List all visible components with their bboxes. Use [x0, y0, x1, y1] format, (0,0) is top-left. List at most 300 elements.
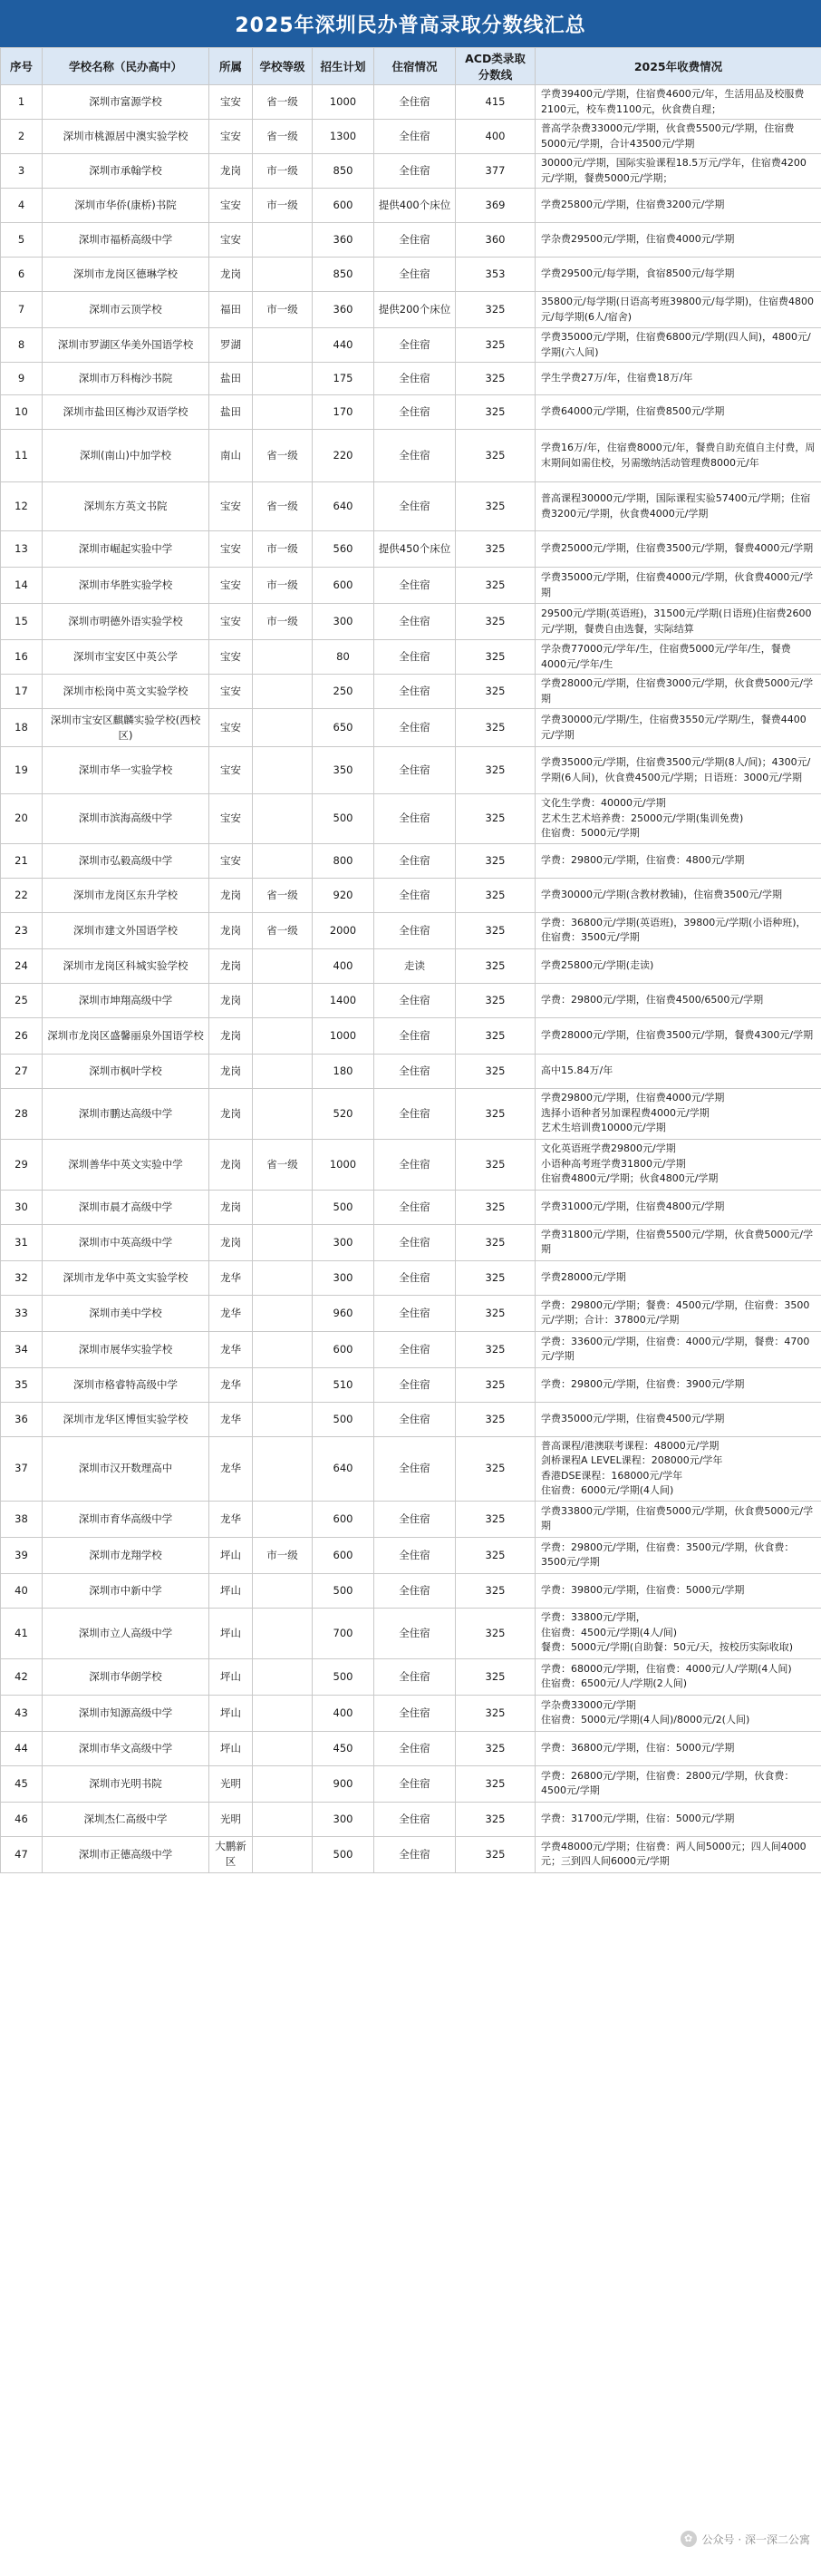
cell-fee: 学费64000元/学期，住宿费8500元/学期 [536, 395, 821, 430]
cell-score: 325 [456, 604, 536, 640]
cell-name: 深圳市光明书院 [43, 1765, 209, 1802]
cell-name: 深圳市枫叶学校 [43, 1054, 209, 1088]
header-score: ACD类录取分数线 [456, 48, 536, 85]
cell-plan: 440 [313, 328, 374, 363]
cell-plan: 1300 [313, 120, 374, 154]
cell-fee: 学费：29800元/学期，住宿费：3500元/学期，伙食费：3500元/学期 [536, 1537, 821, 1573]
cell-dorm: 提供400个床位 [374, 189, 456, 223]
table-row [1, 1608, 821, 1658]
cell-name: 深圳市龙岗区科城实验学校 [43, 948, 209, 983]
cell-level: 市一级 [253, 604, 313, 640]
cell-plan: 400 [313, 948, 374, 983]
cell-name: 深圳市龙翔学校 [43, 1537, 209, 1573]
cell-no: 11 [1, 430, 43, 482]
cell-name: 深圳市富源学校 [43, 85, 209, 120]
cell-dorm: 全住宿 [374, 1139, 456, 1190]
cell-dorm: 全住宿 [374, 1658, 456, 1695]
cell-score: 369 [456, 189, 536, 223]
cell-area: 坪山 [209, 1695, 253, 1731]
cell-no: 35 [1, 1367, 43, 1402]
cell-plan: 640 [313, 1436, 374, 1501]
cell-fee: 学费：29800元/学期，住宿费：3900元/学期 [536, 1367, 821, 1402]
table-row [1, 1436, 821, 1501]
cell-fee: 学费：29800元/学期，住宿费4500/6500元/学期 [536, 983, 821, 1017]
cell-fee: 学费39400元/学期，住宿费4600元/年，生活用品及校服费2100元，校车费1100元，伙食费自理； [536, 85, 821, 120]
cell-no: 10 [1, 395, 43, 430]
table-row [1, 1836, 821, 1872]
watermark [681, 2531, 810, 2547]
cell-score: 325 [456, 1501, 536, 1537]
cell-area: 龙岗 [209, 912, 253, 948]
table-row [1, 482, 821, 531]
cell-fee: 学费：68000元/学期，住宿费：4000元/人/学期(4人间) 住宿费：6500元/人/学期(2人间) [536, 1658, 821, 1695]
cell-level: 市一级 [253, 189, 313, 223]
cell-score: 325 [456, 1054, 536, 1088]
cell-plan: 850 [313, 258, 374, 292]
cell-score: 325 [456, 1658, 536, 1695]
cell-name: 深圳市知源高级中学 [43, 1695, 209, 1731]
cell-plan: 500 [313, 1573, 374, 1608]
cell-dorm: 全住宿 [374, 1054, 456, 1088]
table-row [1, 747, 821, 794]
cell-dorm: 全住宿 [374, 430, 456, 482]
cell-area: 南山 [209, 430, 253, 482]
cell-area: 盐田 [209, 363, 253, 395]
cell-name: 深圳市滨海高级中学 [43, 794, 209, 844]
cell-score: 325 [456, 430, 536, 482]
cell-level [253, 1190, 313, 1224]
cell-score: 325 [456, 1260, 536, 1295]
cell-no: 21 [1, 843, 43, 878]
cell-level [253, 843, 313, 878]
table-row [1, 709, 821, 747]
cell-area: 光明 [209, 1802, 253, 1836]
cell-level: 省一级 [253, 912, 313, 948]
cell-score: 325 [456, 1367, 536, 1402]
cell-dorm: 全住宿 [374, 747, 456, 794]
cell-no: 43 [1, 1695, 43, 1731]
cell-fee: 普高课程/港澳联考课程：48000元/学期 剑桥课程A LEVEL课程：208000元/学年 香港DSE课程：168000元/学年 住宿费：6000元/学期(4人间) [536, 1436, 821, 1501]
cell-dorm: 全住宿 [374, 154, 456, 189]
cell-fee: 学杂费29500元/学期，住宿费4000元/学期 [536, 223, 821, 258]
cell-level [253, 1836, 313, 1872]
cell-dorm: 全住宿 [374, 604, 456, 640]
cell-name: 深圳善华中英文实验中学 [43, 1139, 209, 1190]
cell-score: 325 [456, 363, 536, 395]
cell-level: 省一级 [253, 482, 313, 531]
table-row [1, 223, 821, 258]
cell-plan: 560 [313, 531, 374, 568]
cell-no: 32 [1, 1260, 43, 1295]
cell-dorm: 全住宿 [374, 912, 456, 948]
cell-area: 宝安 [209, 531, 253, 568]
cell-dorm: 走读 [374, 948, 456, 983]
cell-level [253, 1367, 313, 1402]
cell-score: 325 [456, 948, 536, 983]
cell-name: 深圳市华文高级中学 [43, 1731, 209, 1765]
cell-name: 深圳市晨才高级中学 [43, 1190, 209, 1224]
cell-plan: 600 [313, 1331, 374, 1367]
table-row [1, 675, 821, 709]
cell-level [253, 1573, 313, 1608]
cell-level [253, 1054, 313, 1088]
cell-fee: 学费28000元/学期，住宿费3000元/学期，伙食费5000元/学期 [536, 675, 821, 709]
cell-area: 龙岗 [209, 1054, 253, 1088]
cell-plan: 510 [313, 1367, 374, 1402]
cell-dorm: 全住宿 [374, 1402, 456, 1436]
table-row [1, 395, 821, 430]
cell-level: 市一级 [253, 531, 313, 568]
cell-name: 深圳杰仁高级中学 [43, 1802, 209, 1836]
cell-score: 325 [456, 1139, 536, 1190]
cell-no: 41 [1, 1608, 43, 1658]
cell-area: 龙华 [209, 1367, 253, 1402]
cell-fee: 学费25800元/学期(走读) [536, 948, 821, 983]
cell-name: 深圳市正德高级中学 [43, 1836, 209, 1872]
cell-name: 深圳市中新中学 [43, 1573, 209, 1608]
cell-no: 14 [1, 568, 43, 604]
cell-dorm: 全住宿 [374, 1295, 456, 1331]
cell-score: 325 [456, 983, 536, 1017]
cell-no: 5 [1, 223, 43, 258]
cell-no: 45 [1, 1765, 43, 1802]
cell-area: 坪山 [209, 1573, 253, 1608]
cell-dorm: 全住宿 [374, 395, 456, 430]
table-row [1, 794, 821, 844]
cell-no: 7 [1, 292, 43, 328]
table-header-row [1, 48, 821, 85]
cell-name: 深圳市龙岗区东升学校 [43, 878, 209, 912]
cell-fee: 文化生学费：40000元/学期 艺术生艺术培养费：25000元/学期(集训免费) 住宿费：5000元/学期 [536, 794, 821, 844]
header-level: 学校等级 [253, 48, 313, 85]
cell-fee: 学费：26800元/学期，住宿费：2800元/学期，伙食费：4500元/学期 [536, 1765, 821, 1802]
cell-fee: 学费：39800元/学期，住宿费：5000元/学期 [536, 1573, 821, 1608]
table-row [1, 1260, 821, 1295]
header-school: 学校名称（民办高中） [43, 48, 209, 85]
cell-area: 宝安 [209, 120, 253, 154]
cell-area: 宝安 [209, 223, 253, 258]
cell-score: 400 [456, 120, 536, 154]
cell-level [253, 1765, 313, 1802]
cell-name: 深圳市鹏达高级中学 [43, 1088, 209, 1139]
cell-fee: 学生学费27万/年，住宿费18万/年 [536, 363, 821, 395]
cell-level [253, 1402, 313, 1436]
score-table [0, 47, 821, 1873]
cell-dorm: 全住宿 [374, 223, 456, 258]
cell-fee: 30000元/学期，国际实验课程18.5万元/学年，住宿费4200元/学期，餐费5000元/学期； [536, 154, 821, 189]
cell-name: 深圳市建文外国语学校 [43, 912, 209, 948]
cell-score: 325 [456, 1537, 536, 1573]
cell-fee: 普高学杂费33000元/学期，伙食费5500元/学期，住宿费5000元/学期，合计43500元/学期 [536, 120, 821, 154]
cell-fee: 高中15.84万/年 [536, 1054, 821, 1088]
cell-no: 47 [1, 1836, 43, 1872]
cell-level: 市一级 [253, 154, 313, 189]
cell-no: 13 [1, 531, 43, 568]
cell-no: 34 [1, 1331, 43, 1367]
cell-no: 22 [1, 878, 43, 912]
cell-fee: 学费31800元/学期，住宿费5500元/学期，伙食费5000元/学期 [536, 1224, 821, 1260]
cell-fee: 学费31000元/学期，住宿费4800元/学期 [536, 1190, 821, 1224]
cell-plan: 250 [313, 675, 374, 709]
cell-fee: 学费35000元/学期，住宿费4000元/学期，伙食费4000元/学期 [536, 568, 821, 604]
cell-level [253, 948, 313, 983]
table-row [1, 189, 821, 223]
cell-level [253, 747, 313, 794]
cell-area: 龙华 [209, 1295, 253, 1331]
cell-dorm: 全住宿 [374, 1224, 456, 1260]
cell-plan: 600 [313, 1537, 374, 1573]
cell-level [253, 363, 313, 395]
cell-no: 17 [1, 675, 43, 709]
cell-dorm: 全住宿 [374, 1802, 456, 1836]
cell-no: 39 [1, 1537, 43, 1573]
cell-plan: 360 [313, 223, 374, 258]
cell-name: 深圳市宝安区中英公学 [43, 640, 209, 675]
cell-dorm: 全住宿 [374, 482, 456, 531]
cell-level [253, 1331, 313, 1367]
table-row [1, 328, 821, 363]
cell-area: 龙岗 [209, 1190, 253, 1224]
cell-fee: 普高课程30000元/学期，国际课程实验57400元/学期；住宿费3200元/学期，伙食费4000元/学期 [536, 482, 821, 531]
cell-plan: 520 [313, 1088, 374, 1139]
cell-dorm: 全住宿 [374, 794, 456, 844]
cell-name: 深圳市宝安区麒麟实验学校(西校区) [43, 709, 209, 747]
cell-name: 深圳市弘毅高级中学 [43, 843, 209, 878]
cell-plan: 650 [313, 709, 374, 747]
cell-dorm: 全住宿 [374, 1436, 456, 1501]
cell-plan: 300 [313, 1802, 374, 1836]
cell-level: 省一级 [253, 1139, 313, 1190]
cell-name: 深圳市龙华中英文实验学校 [43, 1260, 209, 1295]
cell-plan: 700 [313, 1608, 374, 1658]
cell-no: 1 [1, 85, 43, 120]
cell-level [253, 1658, 313, 1695]
cell-plan: 500 [313, 1836, 374, 1872]
cell-score: 325 [456, 568, 536, 604]
cell-level [253, 1017, 313, 1054]
cell-name: 深圳市云顶学校 [43, 292, 209, 328]
cell-plan: 600 [313, 568, 374, 604]
cell-dorm: 全住宿 [374, 843, 456, 878]
table-row [1, 1501, 821, 1537]
table-row [1, 604, 821, 640]
cell-area: 龙岗 [209, 258, 253, 292]
cell-score: 325 [456, 1088, 536, 1139]
cell-name: 深圳市育华高级中学 [43, 1501, 209, 1537]
watermark-text: 公众号 · 深一深二公寓 [701, 2532, 810, 2546]
cell-plan: 180 [313, 1054, 374, 1088]
cell-plan: 1400 [313, 983, 374, 1017]
cell-level [253, 640, 313, 675]
cell-level: 市一级 [253, 568, 313, 604]
cell-score: 415 [456, 85, 536, 120]
cell-fee: 学费：29800元/学期；餐费：4500元/学期，住宿费：3500元/学期；合计：37800元/学期 [536, 1295, 821, 1331]
cell-name: 深圳市龙岗区德琳学校 [43, 258, 209, 292]
header-fee: 2025年收费情况 [536, 48, 821, 85]
cell-plan: 1000 [313, 85, 374, 120]
cell-plan: 175 [313, 363, 374, 395]
cell-no: 19 [1, 747, 43, 794]
cell-level [253, 1224, 313, 1260]
cell-fee: 学费48000元/学期；住宿费：两人间5000元；四人间4000元；三到四人间6000元/学期 [536, 1836, 821, 1872]
cell-area: 宝安 [209, 568, 253, 604]
table-row [1, 258, 821, 292]
table-row [1, 1224, 821, 1260]
cell-score: 325 [456, 843, 536, 878]
cell-dorm: 全住宿 [374, 1836, 456, 1872]
cell-area: 盐田 [209, 395, 253, 430]
cell-name: 深圳市明德外语实验学校 [43, 604, 209, 640]
cell-fee: 学杂费77000元/学年/生，住宿费5000元/学年/生，餐费4000元/学年/生 [536, 640, 821, 675]
cell-fee: 学费35000元/学期，住宿费3500元/学期(8人/间)；4300元/学期(6人间)，伙食费4500元/学期；日语班：3000元/学期 [536, 747, 821, 794]
cell-fee: 29500元/学期(英语班)，31500元/学期(日语班)住宿费2600元/学期，餐费自由选餐，实际结算 [536, 604, 821, 640]
cell-area: 龙岗 [209, 1139, 253, 1190]
table-row [1, 85, 821, 120]
cell-name: 深圳市中英高级中学 [43, 1224, 209, 1260]
cell-plan: 640 [313, 482, 374, 531]
cell-dorm: 全住宿 [374, 640, 456, 675]
cell-plan: 300 [313, 1260, 374, 1295]
cell-dorm: 全住宿 [374, 1331, 456, 1367]
cell-fee: 学费30000元/学期(含教材教辅)，住宿费3500元/学期 [536, 878, 821, 912]
cell-no: 6 [1, 258, 43, 292]
header-plan: 招生计划 [313, 48, 374, 85]
cell-level [253, 1260, 313, 1295]
cell-plan: 850 [313, 154, 374, 189]
cell-fee: 学费：36800元/学期，住宿：5000元/学期 [536, 1731, 821, 1765]
cell-dorm: 全住宿 [374, 1765, 456, 1802]
cell-level [253, 1436, 313, 1501]
table-row [1, 843, 821, 878]
cell-area: 龙岗 [209, 154, 253, 189]
cell-score: 325 [456, 1765, 536, 1802]
page-title: 2025年深圳民办普高录取分数线汇总 [0, 0, 821, 47]
table-row [1, 1658, 821, 1695]
cell-score: 325 [456, 1802, 536, 1836]
cell-area: 龙岗 [209, 1088, 253, 1139]
cell-area: 龙岗 [209, 1224, 253, 1260]
cell-area: 龙华 [209, 1501, 253, 1537]
cell-dorm: 全住宿 [374, 568, 456, 604]
cell-plan: 300 [313, 1224, 374, 1260]
cell-level [253, 1608, 313, 1658]
cell-area: 宝安 [209, 843, 253, 878]
cell-level: 市一级 [253, 1537, 313, 1573]
cell-plan: 960 [313, 1295, 374, 1331]
cell-no: 28 [1, 1088, 43, 1139]
cell-plan: 500 [313, 794, 374, 844]
cell-name: 深圳市罗湖区华美外国语学校 [43, 328, 209, 363]
cell-plan: 360 [313, 292, 374, 328]
cell-plan: 500 [313, 1190, 374, 1224]
cell-plan: 600 [313, 189, 374, 223]
cell-dorm: 全住宿 [374, 878, 456, 912]
cell-fee: 学费：29800元/学期，住宿费：4800元/学期 [536, 843, 821, 878]
cell-no: 42 [1, 1658, 43, 1695]
cell-no: 30 [1, 1190, 43, 1224]
cell-no: 40 [1, 1573, 43, 1608]
table-row [1, 292, 821, 328]
cell-plan: 1000 [313, 1139, 374, 1190]
cell-name: 深圳东方英文书院 [43, 482, 209, 531]
cell-name: 深圳市承翰学校 [43, 154, 209, 189]
cell-name: 深圳市美中学校 [43, 1295, 209, 1331]
cell-area: 坪山 [209, 1537, 253, 1573]
table-row [1, 1573, 821, 1608]
cell-area: 龙华 [209, 1436, 253, 1501]
table-row [1, 568, 821, 604]
cell-level [253, 1731, 313, 1765]
cell-dorm: 全住宿 [374, 675, 456, 709]
cell-fee: 学费25000元/学期，住宿费3500元/学期，餐费4000元/学期 [536, 531, 821, 568]
cell-plan: 300 [313, 604, 374, 640]
cell-score: 325 [456, 1836, 536, 1872]
cell-area: 宝安 [209, 604, 253, 640]
cell-plan: 500 [313, 1402, 374, 1436]
cell-level [253, 258, 313, 292]
table-row [1, 430, 821, 482]
cell-name: 深圳市华侨(康桥)书院 [43, 189, 209, 223]
cell-score: 377 [456, 154, 536, 189]
cell-score: 325 [456, 1190, 536, 1224]
cell-level [253, 983, 313, 1017]
cell-level: 省一级 [253, 120, 313, 154]
cell-plan: 80 [313, 640, 374, 675]
cell-level: 市一级 [253, 292, 313, 328]
cell-score: 325 [456, 794, 536, 844]
cell-no: 24 [1, 948, 43, 983]
cell-no: 23 [1, 912, 43, 948]
cell-dorm: 提供200个床位 [374, 292, 456, 328]
cell-fee: 学杂费33000元/学期 住宿费：5000元/学期(4人间)/8000元/2(人间) [536, 1695, 821, 1731]
cell-dorm: 全住宿 [374, 1367, 456, 1402]
cell-name: 深圳市盐田区梅沙双语学校 [43, 395, 209, 430]
cell-fee: 学费30000元/学期/生，住宿费3550元/学期/生，餐费4400元/学期 [536, 709, 821, 747]
cell-plan: 900 [313, 1765, 374, 1802]
table-row [1, 640, 821, 675]
cell-area: 罗湖 [209, 328, 253, 363]
cell-name: 深圳市龙岗区盛馨丽泉外国语学校 [43, 1017, 209, 1054]
cell-score: 325 [456, 1695, 536, 1731]
cell-no: 25 [1, 983, 43, 1017]
cell-fee: 学费16万/年，住宿费8000元/年，餐费自助充值自主付费，周末期间如需住校，另需缴纳活动管理费8000元/年 [536, 430, 821, 482]
cell-score: 325 [456, 912, 536, 948]
cell-name: 深圳市华胜实验学校 [43, 568, 209, 604]
cell-score: 353 [456, 258, 536, 292]
cell-no: 12 [1, 482, 43, 531]
cell-score: 325 [456, 640, 536, 675]
table-row [1, 154, 821, 189]
table-row [1, 1802, 821, 1836]
cell-fee: 学费：33800元/学期， 住宿费：4500元/学期(4人/间) 餐费：5000元/学期(自助餐：50元/天，按校历实际收取) [536, 1608, 821, 1658]
table-row [1, 1190, 821, 1224]
table-row [1, 1054, 821, 1088]
cell-area: 坪山 [209, 1608, 253, 1658]
cell-score: 325 [456, 709, 536, 747]
cell-dorm: 全住宿 [374, 1017, 456, 1054]
cell-score: 325 [456, 1224, 536, 1260]
cell-score: 325 [456, 328, 536, 363]
table-row [1, 363, 821, 395]
cell-dorm: 全住宿 [374, 1695, 456, 1731]
cell-area: 光明 [209, 1765, 253, 1802]
cell-dorm: 全住宿 [374, 258, 456, 292]
cell-level [253, 709, 313, 747]
table-row [1, 1695, 821, 1731]
cell-fee: 学费28000元/学期，住宿费3500元/学期，餐费4300元/学期 [536, 1017, 821, 1054]
cell-area: 福田 [209, 292, 253, 328]
wechat-icon: ✿ [681, 2531, 697, 2547]
